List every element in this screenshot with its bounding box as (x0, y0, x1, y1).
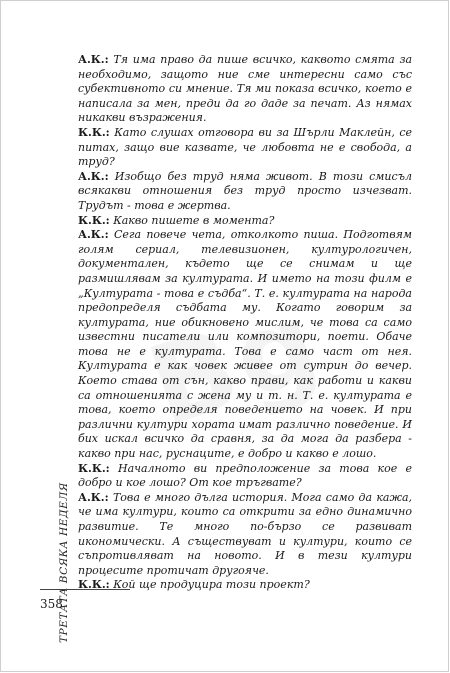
interview-text (78, 53, 412, 593)
paragraph (78, 578, 412, 593)
paragraph (78, 228, 412, 462)
speaker-label: А.К.: (78, 169, 109, 183)
speaker-label: К.К.: (78, 461, 110, 475)
paragraph (78, 53, 412, 126)
speaker-label: А.К.: (78, 53, 109, 66)
paragraph (78, 462, 412, 491)
paragraph-text: Като слушах отговора ви за Шърли Маклейн, се питах, защо вие казвате, че любовта не е свобода, а труд? (78, 125, 412, 169)
paragraph-text: Това е много дълга история. Мога само да кажа, че има култури, които са открити за едно динамично развитие. Те много по-бързо се развиват икономически. А съществуват и култури, които се съпротивляват на новото. И в тези култури процесите протичат другояче. (78, 490, 413, 577)
speaker-label: А.К.: (78, 490, 109, 504)
paragraph (78, 491, 412, 579)
paragraph (78, 126, 412, 170)
paragraph-text: Кой ще продуцира този проект? (113, 578, 310, 592)
footer-rule (40, 589, 130, 590)
speaker-label: К.К.: (78, 125, 110, 139)
speaker-label: К.К.: (78, 213, 110, 227)
paragraph (78, 214, 412, 229)
paragraph (78, 170, 412, 214)
paragraph-text: Какво пишете в момента? (113, 213, 275, 227)
page-number: 358 (40, 597, 63, 611)
paragraph-text: Сега повече чета, отколкото пиша. Подготвям голям сериал, телевизионен, културологичен, документален, където ще се снимам и ще размишлявам за културата. И името на този филм е „Културата - това е съдба“. Т. е. културата на народа предопределя съдбата му. Когато говорим за културата, ние обикновено мислим, че това са само известни писатели или композитори, поети. Обаче това не е културата. Това е само част от нея. Културата е как човек живее от сутрин до вечер. Което става от сън, какво прави, как работи и какви са отношенията с жена му и т. н. Т. е. културата е това, което определя поведението на човек. И при различни култури хората имат различно поведение. И бих искал всичко да сравня, за да мога да разбера - какво при нас, руснаците, е добро и какво е лошо. (78, 228, 413, 461)
running-title: ТРЕТАТА ВСЯКА НЕДЕЛЯ (58, 482, 70, 643)
speaker-label: А.К.: (78, 228, 109, 242)
speaker-label: К.К.: (78, 578, 110, 592)
paragraph-text: Тя има право да пише всичко, каквото смята за необходимо, защото ние сме интересни само със субективното си мнение. Тя ми показа всичко, което е написала за мен, преди да го даде за печат. Аз нямах никакви възражения. (78, 53, 412, 125)
paragraph-text: Изобщо без труд няма живот. В този смисъл всякакви отношения без труд просто изчезват. Трудът - това е жертва. (78, 169, 412, 212)
paragraph-text: Началното ви предположение за това кое е добро и кое лошо? От кое тръгвате? (78, 461, 412, 490)
